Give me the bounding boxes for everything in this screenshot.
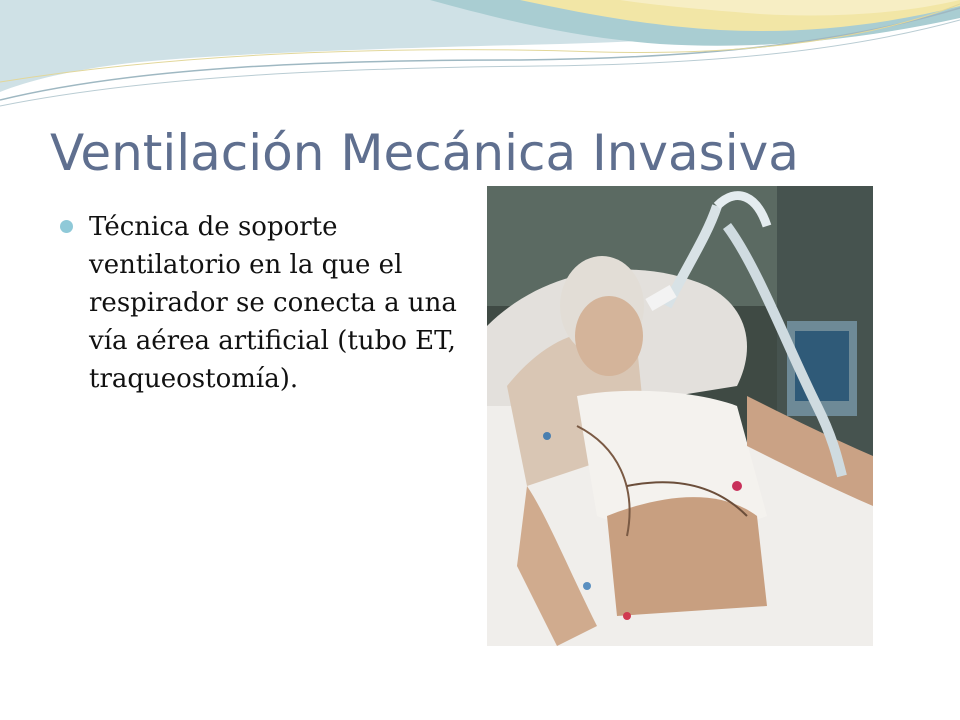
header-wave-decoration [0,0,960,110]
bullet-text: Técnica de soporte ventilatorio en la que el respirador se conecta a una vía aérea artificial (tubo ET, traqueostomía). [89,212,457,394]
bullet-list [60,208,470,398]
slide-title: Ventilación Mecánica Invasiva [50,124,799,182]
bullet-item [60,208,470,398]
bullet-dot-icon [60,220,73,233]
icu-patient-ventilator-photo [487,186,873,646]
